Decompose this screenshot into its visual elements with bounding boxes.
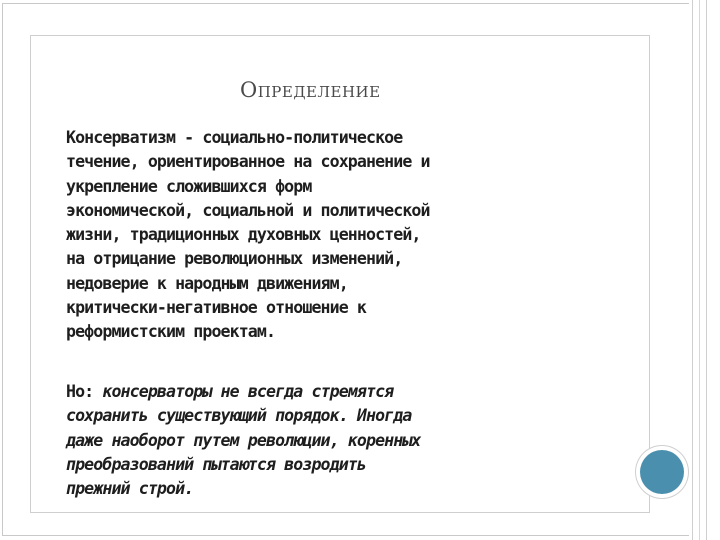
slide-title (240, 78, 381, 102)
title-initial: О (240, 78, 258, 102)
note-body: консерваторы не всегда стремятся сохранить существующий порядок. Иногда даже наоборот путем революции, коренных преобразований пытаются возродить прежний строй. (66, 382, 421, 499)
side-band-line (706, 0, 707, 540)
side-band (689, 0, 720, 540)
note-lead: Но: (66, 382, 103, 401)
definition-paragraph: Консерватизм - социально-политическое течение, ориентированное на сохранение и укрепление сложившихся форм экономической, социальной и политической жизни, традиционных духовных ценностей, на отрицание революционных изменений, недоверие к народным движениям, критически-негативное отношение к реформистским проектам. (66, 128, 430, 342)
decorative-circle (640, 450, 684, 494)
note-paragraph (66, 380, 626, 501)
side-band-line (692, 0, 693, 540)
side-band-line (699, 0, 700, 540)
title-rest: ПРЕДЕЛЕНИЕ (257, 83, 381, 101)
